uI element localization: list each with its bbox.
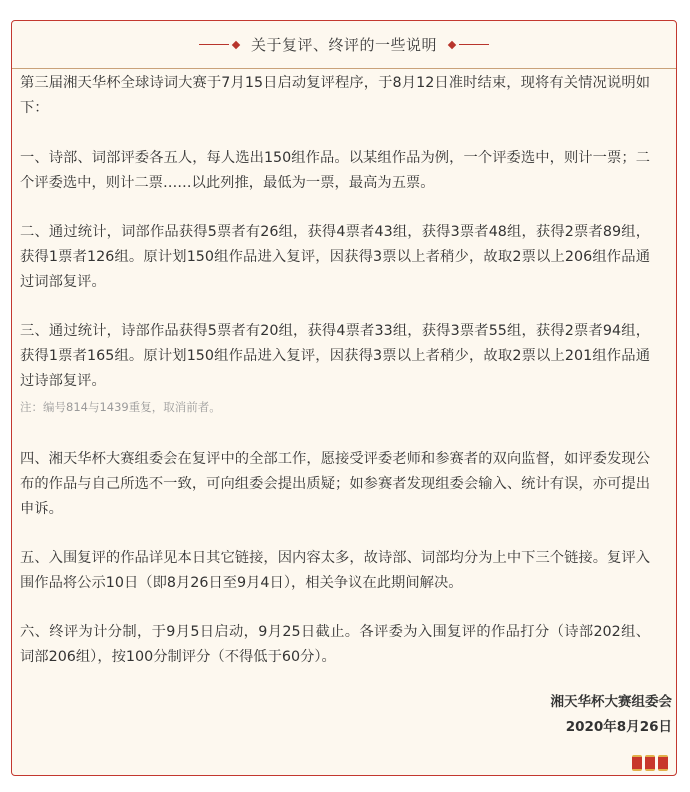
diamond-right-icon [448, 40, 456, 48]
lantern-icon [645, 755, 655, 771]
paragraph-3: 三、通过统计，诗部作品获得5票者有20组，获得4票者33组，获得3票者55组，获得2票者94组，获得1票者165组。原计划150组作品进入复评，因获得3票以上者稍少，故取2票以上201组作品通过诗部复评。 [20, 323, 650, 389]
lantern-decoration [632, 755, 668, 771]
paragraph-5: 五、入围复评的作品详见本日其它链接，因内容太多，故诗部、词部均分为上中下三个链接。复评入围作品将公示10日（即8月26日至9月4日），相关争议在此期间解决。 [20, 550, 650, 591]
signature-date: 2020年8月26日 [565, 719, 672, 735]
diamond-left-icon [232, 40, 240, 48]
document-body [20, 71, 650, 670]
signature-block [551, 690, 673, 740]
signature-org: 湘天华杯大赛组委会 [550, 694, 672, 710]
page-title: 关于复评、终评的一些说明 [250, 36, 437, 54]
paragraph-2: 二、通过统计，词部作品获得5票者有26组，获得4票者43组，获得3票者48组，获得2票者89组，获得1票者126组。原计划150组作品进入复评，因获得3票以上者稍少，故取2票以上206组作品通过词部复评。 [20, 224, 650, 290]
paragraph-4: 四、湘天华杯大赛组委会在复评中的全部工作，愿接受评委老师和参赛者的双向监督，如评委发现公布的作品与自己所选不一致，可向组委会提出质疑；如参赛者发现组委会输入、统计有误，亦可提出申诉。 [20, 451, 650, 517]
note-text: 注：编号814与1439重复，取消前者。 [20, 400, 221, 414]
intro-paragraph: 第三届湘天华杯全球诗词大赛于7月15日启动复评程序，于8月12日准时结束，现将有关情况说明如下： [20, 75, 650, 116]
lantern-icon [658, 755, 668, 771]
title-ornament-right-line [459, 44, 489, 45]
paragraph-6: 六、终评为计分制，于9月5日启动，9月25日截止。各评委为入围复评的作品打分（诗部202组、词部206组），按100分制评分（不得低于60分）。 [20, 624, 650, 665]
paragraph-1: 一、诗部、词部评委各五人，每人选出150组作品。以某组作品为例，一个评委选中，则计一票；二个评委选中，则计二票……以此列推，最低为一票，最高为五票。 [20, 150, 650, 191]
lantern-icon [632, 755, 642, 771]
title-ornament-left-line [199, 44, 229, 45]
title-bar [12, 21, 676, 69]
